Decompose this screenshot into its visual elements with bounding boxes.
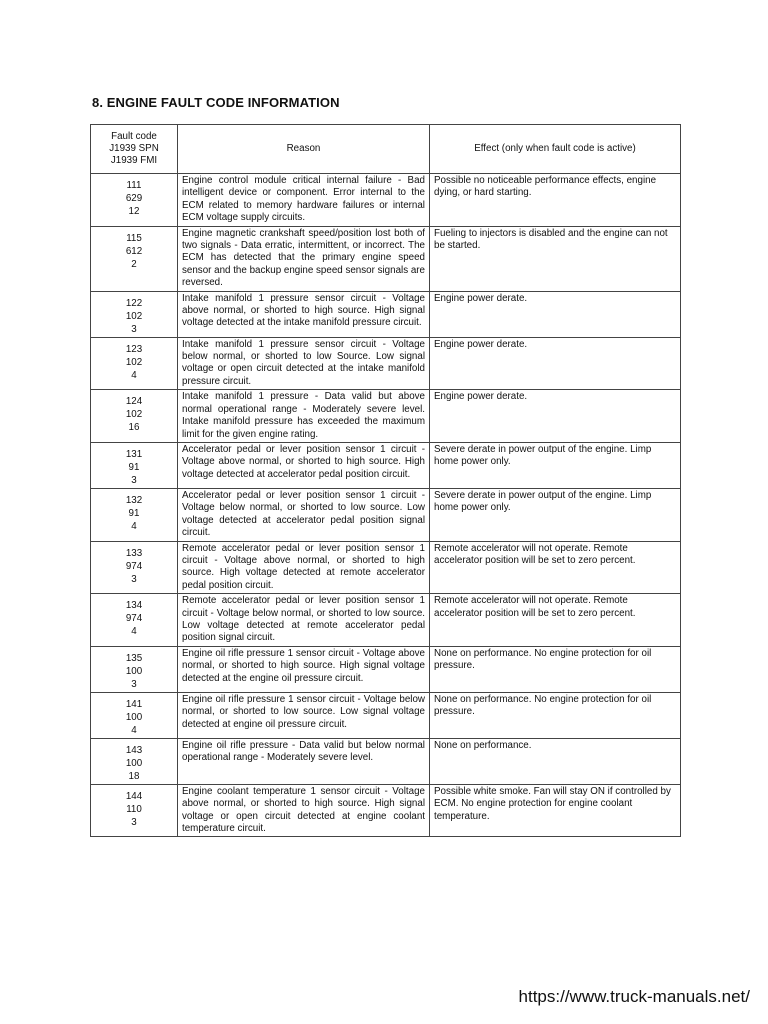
fault-code: 133	[125, 547, 143, 559]
table-row	[91, 174, 681, 227]
fmi-code: 12	[128, 206, 140, 217]
header-fault-code	[91, 125, 178, 174]
fault-code: 143	[125, 744, 143, 756]
fault-code: 115	[126, 232, 142, 244]
fault-code-stack	[95, 648, 173, 691]
effect-cell: None on performance. No engine protection for oil pressure.	[430, 646, 681, 692]
table-row	[91, 594, 681, 647]
spn-code: 110	[126, 803, 142, 815]
fmi-code: 3	[131, 678, 137, 690]
header-reason: Reason	[178, 125, 430, 174]
fault-code: 131	[125, 448, 143, 460]
fmi-code: 4	[131, 369, 137, 381]
reason-cell: Intake manifold 1 pressure - Data valid but above normal operational range - Moderately severe level. Intake manifold pressure has exceeded the maximum limit for the given engine rating.	[178, 390, 430, 443]
header-effect: Effect (only when fault code is active)	[430, 125, 681, 174]
table-row	[91, 291, 681, 337]
spn-code: 100	[125, 711, 143, 723]
fault-code: 122	[125, 297, 143, 309]
fault-code: 132	[125, 494, 143, 506]
table-row	[91, 541, 681, 594]
fault-code-cell	[91, 646, 178, 692]
spn-code: 974	[125, 560, 143, 572]
fault-code: 124	[125, 396, 143, 408]
reason-cell: Remote accelerator pedal or lever position sensor 1 circuit - Voltage above normal, or shorted to high source. High voltage detected at remote accelerator pedal position circuit.	[178, 541, 430, 594]
fault-code-cell	[91, 291, 178, 337]
reason-cell: Engine oil rifle pressure - Data valid but below normal operational range - Moderately severe level.	[178, 738, 430, 784]
reason-cell: Engine control module critical internal failure - Bad intelligent device or component. Error internal to the ECM related to memory hardware failures or internal ECM voltage supply circuits.	[178, 174, 430, 227]
page-title: 8. ENGINE FAULT CODE INFORMATION	[92, 95, 340, 110]
effect-cell: None on performance.	[430, 738, 681, 784]
table-row	[91, 337, 681, 390]
table-row	[91, 442, 681, 488]
fmi-code: 2	[131, 258, 137, 270]
spn-code: 100	[125, 757, 143, 769]
fault-code-stack	[95, 786, 173, 829]
fault-code-stack	[95, 293, 173, 336]
fault-code: 123	[125, 343, 143, 355]
header-spn-line: J1939 SPN	[109, 143, 159, 154]
fault-code-cell	[91, 488, 178, 541]
table-row	[91, 646, 681, 692]
fault-code-cell	[91, 442, 178, 488]
fault-code-cell	[91, 174, 178, 227]
fmi-code: 3	[131, 573, 137, 585]
effect-cell: Engine power derate.	[430, 390, 681, 443]
fault-code-cell	[91, 738, 178, 784]
fault-code-cell	[91, 337, 178, 390]
effect-cell: Engine power derate.	[430, 337, 681, 390]
table-header-row	[91, 125, 681, 174]
fault-table-body	[91, 174, 681, 837]
effect-cell: Possible white smoke. Fan will stay ON if controlled by ECM. No engine protection for engine coolant temperature.	[430, 784, 681, 837]
fmi-code: 4	[131, 724, 137, 736]
spn-code: 102	[125, 356, 143, 368]
effect-cell: Remote accelerator will not operate. Remote accelerator position will be set to zero percent.	[430, 594, 681, 647]
table-row	[91, 692, 681, 738]
fault-code-cell	[91, 784, 178, 837]
header-fmi-line: J1939 FMI	[110, 155, 158, 166]
table-row	[91, 488, 681, 541]
fault-code: 144	[125, 790, 143, 802]
reason-cell: Remote accelerator pedal or lever position sensor 1 circuit - Voltage below normal, or shorted to low source. Low voltage detected at remote accelerator pedal position signal circuit.	[178, 594, 430, 647]
table-row	[91, 738, 681, 784]
reason-cell: Intake manifold 1 pressure sensor circuit - Voltage above normal, or shorted to high source. High signal voltage detected at the intake manifold pressure circuit.	[178, 291, 430, 337]
fault-code-stack	[95, 694, 173, 737]
fault-code: 134	[125, 600, 143, 612]
fault-code-cell	[91, 541, 178, 594]
fault-code-table	[90, 124, 681, 837]
fmi-code: 3	[131, 816, 137, 828]
fault-code-cell	[91, 226, 178, 291]
spn-code: 629	[125, 193, 143, 204]
fmi-code: 3	[131, 323, 137, 335]
table-row	[91, 784, 681, 837]
spn-code: 612	[125, 245, 143, 257]
source-url: https://www.truck-manuals.net/	[518, 987, 750, 1006]
fmi-code: 18	[128, 770, 140, 782]
fault-code-stack	[95, 740, 173, 783]
fault-code-stack	[95, 490, 173, 533]
fault-code-cell	[91, 692, 178, 738]
fmi-code: 16	[128, 422, 140, 434]
fault-code: 141	[125, 698, 143, 710]
table-row	[91, 226, 681, 291]
header-fault-code-line: Fault code	[111, 131, 157, 142]
fault-code-stack	[95, 175, 173, 218]
table-row	[91, 390, 681, 443]
spn-code: 974	[125, 613, 143, 625]
reason-cell: Accelerator pedal or lever position sensor 1 circuit - Voltage below normal, or shorted to low source. Low voltage detected at accelerator pedal position signal circuit.	[178, 488, 430, 541]
effect-cell: Possible no noticeable performance effects, engine dying, or hard starting.	[430, 174, 681, 227]
fault-code: 135	[125, 652, 143, 664]
effect-cell: Severe derate in power output of the engine. Limp home power only.	[430, 442, 681, 488]
fault-code-cell	[91, 390, 178, 443]
effect-cell: Severe derate in power output of the engine. Limp home power only.	[430, 488, 681, 541]
effect-cell: Engine power derate.	[430, 291, 681, 337]
effect-cell: Fueling to injectors is disabled and the engine can not be started.	[430, 226, 681, 291]
spn-code: 102	[125, 409, 143, 421]
spn-code: 100	[125, 665, 143, 677]
fault-code-stack	[95, 543, 173, 586]
fault-code: 111	[126, 180, 142, 191]
fmi-code: 4	[131, 626, 137, 638]
reason-cell: Engine magnetic crankshaft speed/position lost both of two signals - Data erratic, intermittent, or incorrect. The ECM has detected that the primary engine speed sensor and the backup engine speed sensor signals are reversed.	[178, 226, 430, 291]
effect-cell: Remote accelerator will not operate. Remote accelerator position will be set to zero percent.	[430, 541, 681, 594]
fmi-code: 3	[131, 474, 137, 486]
spn-code: 91	[128, 461, 140, 473]
reason-cell: Engine oil rifle pressure 1 sensor circuit - Voltage below normal, or shorted to low source. Low signal voltage detected at engine oil pressure circuit.	[178, 692, 430, 738]
reason-cell: Accelerator pedal or lever position sensor 1 circuit - Voltage above normal, or shorted to high source. High voltage detected at accelerator pedal position circuit.	[178, 442, 430, 488]
reason-cell: Intake manifold 1 pressure sensor circuit - Voltage below normal, or shorted to low Source. Low signal voltage or open circuit detected at the intake manifold pressure circuit.	[178, 337, 430, 390]
spn-code: 91	[128, 507, 140, 519]
reason-cell: Engine coolant temperature 1 sensor circuit - Voltage above normal, or shorted to high source. High signal voltage or open circuit detected at engine coolant temperature circuit.	[178, 784, 430, 837]
fault-code-stack	[95, 444, 173, 487]
fault-code-cell	[91, 594, 178, 647]
fault-code-stack	[95, 228, 173, 271]
fault-code-stack	[95, 391, 173, 434]
fmi-code: 4	[131, 520, 137, 532]
effect-cell: None on performance. No engine protection for oil pressure.	[430, 692, 681, 738]
fault-code-stack	[95, 595, 173, 638]
fault-code-stack	[95, 339, 173, 382]
spn-code: 102	[125, 310, 143, 322]
reason-cell: Engine oil rifle pressure 1 sensor circuit - Voltage above normal, or shorted to high source. High signal voltage detected at the engine oil pressure circuit.	[178, 646, 430, 692]
